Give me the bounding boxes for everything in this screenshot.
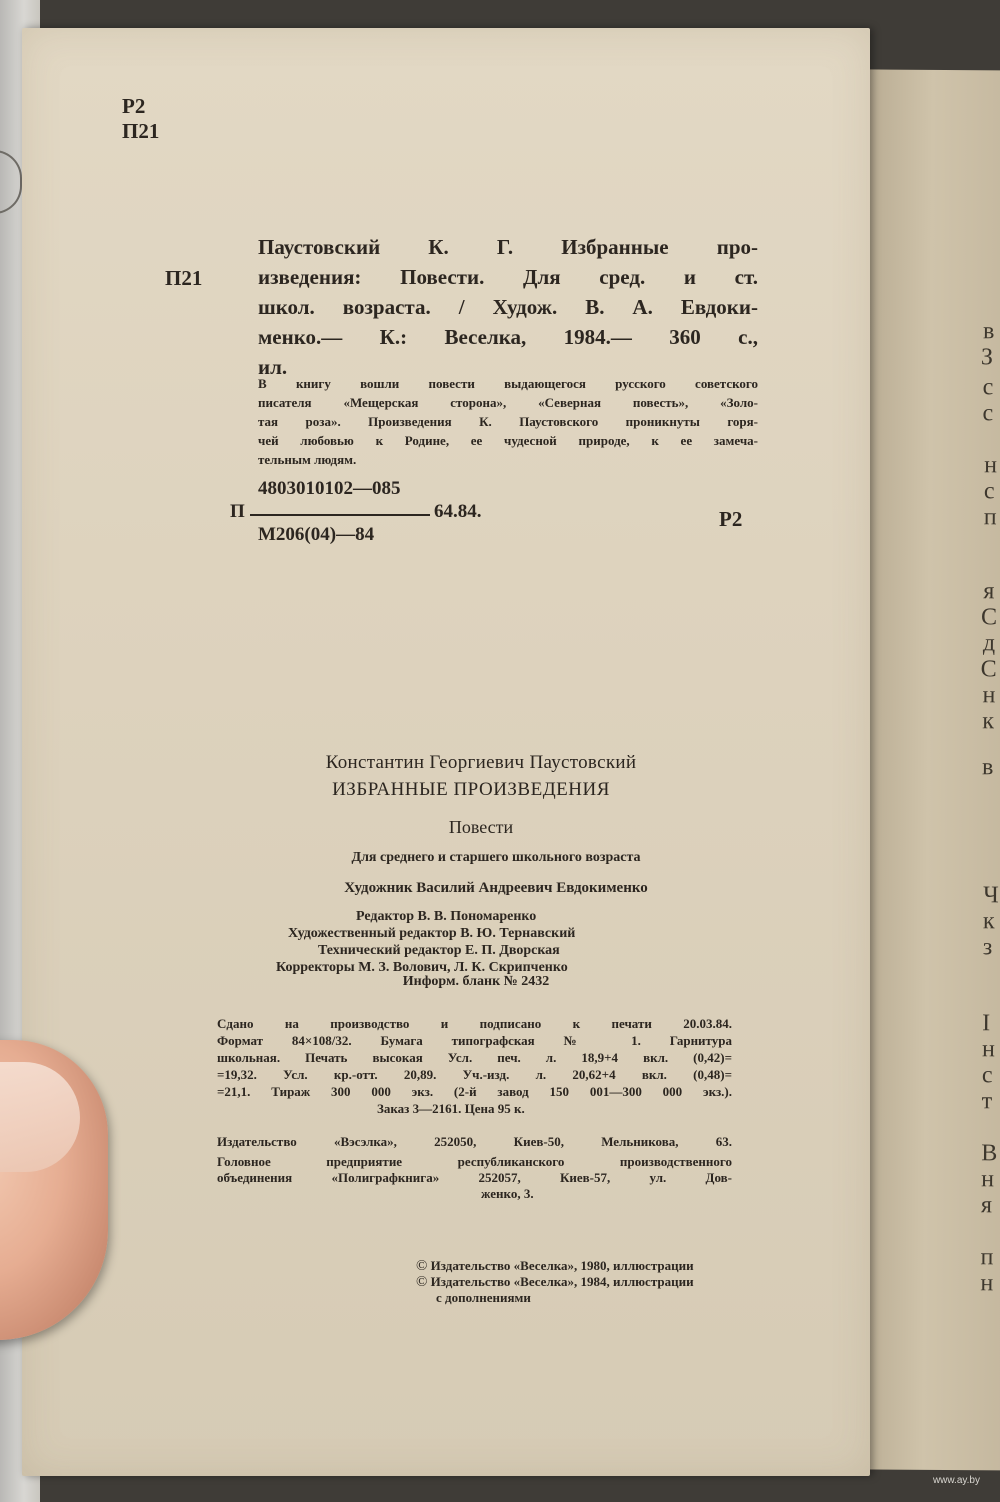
bibliographic-record	[258, 232, 758, 382]
code-classification: Р2	[719, 507, 743, 531]
bibliographic-line: Паустовский К. Г. Избранные про-	[258, 235, 758, 259]
code-numerator: 4803010102—085	[258, 478, 401, 499]
inform-blank: Информ. бланк № 2432	[402, 974, 550, 989]
right-page-fragment: с	[983, 478, 995, 505]
book-page	[22, 28, 870, 1476]
right-page-fragment: п	[983, 504, 997, 531]
annotation-line: чей любовью к Родине, ее чудесной природе, к ее замеча-	[258, 433, 758, 448]
annotation-line: писателя «Мещерская сторона», «Северная повесть», «Золо-	[258, 395, 758, 410]
publisher-line: женко, 3.	[481, 1186, 534, 1201]
pencil-mark-icon	[0, 150, 22, 214]
publisher-line: Издательство «Вэсэлка», 252050, Киев-50, Мельникова, 63.	[217, 1134, 732, 1149]
right-page-fragment: в	[981, 754, 994, 781]
annotation-line: тельным людям.	[258, 452, 357, 467]
code-letter: П	[230, 501, 245, 522]
annotation-line: тая роза». Произведения К. Паустовского проникнуты горя-	[258, 414, 758, 429]
right-page-fragment: с	[981, 1062, 993, 1089]
credit-line: Корректоры М. З. Волович, Л. К. Скрипченко	[276, 960, 568, 975]
right-page-fragment: я	[980, 1192, 993, 1219]
classification-code: П21	[122, 119, 160, 143]
spec-line: Формат 84×108/32. Бумага типографская № 1. Гарнитура	[217, 1033, 732, 1048]
book-title: ИЗБРАННЫЕ ПРОИЗВЕДЕНИЯ	[332, 779, 610, 800]
copyright-icon: ©	[416, 1258, 428, 1274]
annotation	[258, 374, 758, 469]
catalog-code: П21	[165, 266, 203, 290]
facing-page-edge	[855, 69, 1000, 1470]
right-page-fragment: н	[984, 452, 998, 479]
right-page-fragment: к	[982, 908, 995, 935]
artist-credit: Художник Василий Андреевич Евдокименко	[344, 880, 648, 896]
copyright-text: Издательство «Веселка», 1980, иллюстрации	[430, 1258, 694, 1273]
code-denominator: М206(04)—84	[258, 524, 375, 545]
right-page-fragment: н	[980, 1270, 994, 1297]
bibliographic-line: школ. возраста. / Худож. В. А. Евдоки-	[258, 295, 758, 319]
publisher-line: объединения «Полиграфкнига» 252057, Киев-57, ул. Дов-	[217, 1170, 732, 1185]
right-page-fragment: с	[982, 374, 994, 401]
spec-line: Заказ 3—2161. Цена 95 к.	[377, 1101, 525, 1116]
right-page-fragment: п	[980, 1244, 994, 1271]
book-genre: Повести	[448, 817, 514, 837]
print-specs	[217, 1015, 732, 1117]
right-page-fragment: н	[981, 1166, 995, 1193]
watermark: www.ay.by	[932, 1475, 980, 1486]
right-page-fragment: з	[982, 934, 993, 961]
right-page-fragment: С	[980, 604, 998, 631]
spec-line: =21,1. Тираж 300 000 экз. (2-й завод 150 001—300 000 экз.).	[217, 1084, 732, 1099]
right-page-fragment: к	[982, 708, 995, 735]
classification-code: Р2	[122, 94, 146, 118]
right-page-fragment: З	[980, 344, 994, 371]
right-page-fragment: в	[982, 318, 995, 345]
bibliographic-line: ил.	[258, 355, 288, 379]
code-fraction-rule	[250, 514, 430, 516]
right-page-fragment: т	[981, 1088, 993, 1115]
right-page-fragment: I	[982, 1010, 991, 1037]
annotation-line: В книгу вошли повести выдающегося русского советского	[258, 376, 758, 391]
right-page-fragment: н	[982, 682, 996, 709]
bibliographic-line: изведения: Повести. Для сред. и ст.	[258, 265, 758, 289]
credit-line: Технический редактор Е. П. Дворская	[318, 943, 560, 958]
copyright-icon: ©	[416, 1274, 428, 1290]
bibliographic-line: менко.— К.: Веселка, 1984.— 360 с.,	[258, 325, 758, 349]
spec-line: =19,32. Усл. кр.-отт. 20,89. Уч.-изд. л. 20,62+4 вкл. (0,48)=	[217, 1067, 732, 1082]
editorial-credits	[276, 908, 575, 976]
right-page-fragment: С	[980, 656, 997, 683]
spec-line: Сдано на производство и подписано к печати 20.03.84.	[217, 1016, 732, 1031]
copyright-line	[416, 1274, 816, 1290]
publisher-info	[217, 1134, 732, 1202]
credit-line: Редактор В. В. Пономаренко	[356, 909, 537, 924]
classification-block	[122, 94, 159, 144]
right-page-fragment: Ч	[983, 882, 999, 909]
credit-line: Художественный редактор В. Ю. Тернавский	[288, 926, 576, 941]
publisher-line: Головное предприятие республиканского производственного	[217, 1154, 732, 1169]
author-full-name: Константин Георгиевич Паустовский	[325, 752, 637, 773]
copyright-block	[416, 1258, 816, 1306]
right-page-fragment: д	[982, 630, 996, 657]
right-page-fragment: я	[983, 578, 995, 605]
spec-line: школьная. Печать высокая Усл. печ. л. 18,9+4 вкл. (0,42)=	[217, 1050, 732, 1065]
copyright-line	[416, 1258, 816, 1274]
right-page-fragment: н	[981, 1036, 995, 1063]
audience-note: Для среднего и старшего школьного возраста	[351, 850, 641, 865]
code-price: 64.84.	[434, 501, 482, 522]
right-page-fragment: В	[981, 1140, 998, 1167]
copyright-line: с дополнениями	[436, 1290, 531, 1305]
right-page-fragment: с	[982, 400, 994, 427]
copyright-text: Издательство «Веселка», 1984, иллюстрации	[430, 1274, 694, 1289]
